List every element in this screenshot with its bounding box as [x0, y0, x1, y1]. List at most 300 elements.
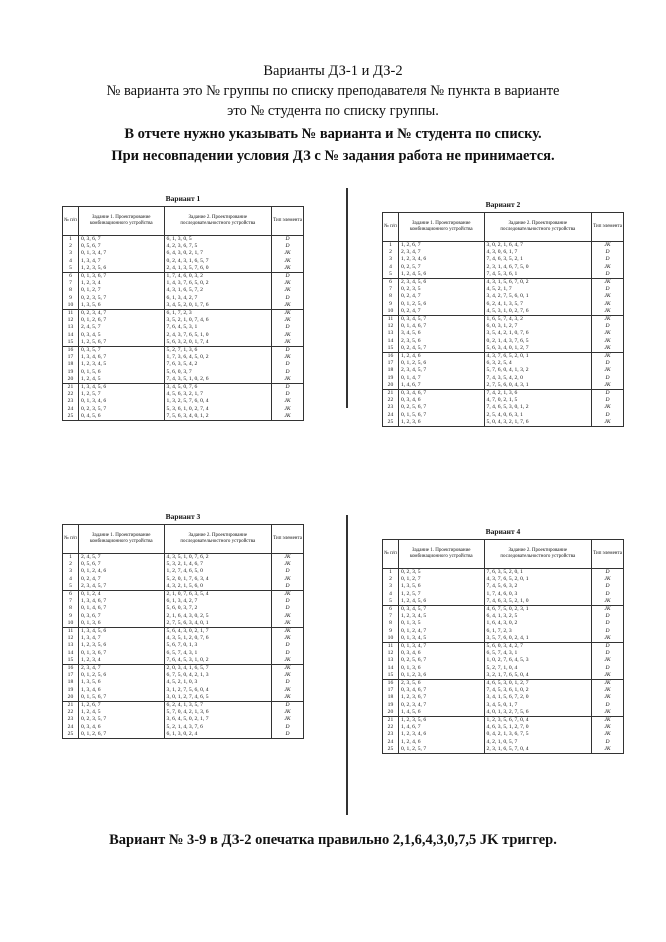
row-number: 20	[383, 382, 399, 390]
task2-cell: 5, 3, 2, 1, 4, 6, 7	[164, 561, 272, 568]
row-number: 7	[63, 280, 79, 287]
table-row	[383, 576, 624, 583]
errata-note: Вариант № 3-9 в ДЗ-2 опечатка правильно 2,1,6,4,3,0,7,5 JK триггер.	[109, 832, 557, 848]
element-type-cell: D	[272, 598, 304, 605]
task1-cell: 0, 1, 3, 4, 6	[78, 398, 164, 405]
table-row	[63, 613, 304, 620]
table-row	[383, 717, 624, 725]
element-type-cell: JK	[592, 731, 624, 738]
table-row	[63, 598, 304, 605]
task2-cell: 5, 6, 4, 3, 0, 2, 1, 7	[164, 628, 272, 636]
element-type-cell: D	[272, 650, 304, 657]
table-row	[63, 347, 304, 355]
row-number: 11	[63, 628, 79, 636]
row-number: 22	[383, 397, 399, 404]
task1-cell: 1, 2, 5, 7	[398, 591, 484, 598]
variant-title: Вариант 1	[165, 194, 201, 203]
task2-cell: 3, 4, 1, 5, 6, 7, 2, 0	[484, 694, 592, 701]
row-number: 5	[383, 598, 399, 606]
table-row	[383, 746, 624, 754]
task2-cell: 2, 4, 1, 3, 5, 7, 6, 0	[164, 265, 272, 273]
element-type-cell: JK	[272, 554, 304, 562]
variant-3-panel	[62, 510, 304, 739]
table-row	[383, 650, 624, 657]
table-row	[63, 628, 304, 636]
table-row	[383, 360, 624, 367]
element-type-cell: JK	[272, 258, 304, 265]
element-type-cell: JK	[272, 354, 304, 361]
column-header-num: № п/п	[383, 213, 399, 242]
table-row	[383, 672, 624, 680]
task1-cell: 0, 1, 2, 4	[78, 591, 164, 599]
task1-cell: 1, 3, 4, 7	[78, 258, 164, 265]
row-number: 15	[63, 339, 79, 347]
task1-cell: 1, 3, 4, 5, 6	[78, 384, 164, 392]
table-row	[383, 665, 624, 672]
task1-cell: 0, 2, 4, 7	[398, 293, 484, 300]
task2-cell: 4, 6, 7, 5, 0, 2, 3, 1	[484, 606, 592, 614]
task2-cell: 3, 4, 2, 7, 5, 6, 0, 1	[484, 293, 592, 300]
task2-cell: 0, 2, 1, 4, 3, 7, 6, 5	[484, 338, 592, 345]
task2-cell: 4, 0, 1, 3, 2, 7, 5, 6	[484, 709, 592, 717]
task1-cell: 1, 2, 5, 6, 7	[78, 339, 164, 347]
task2-cell: 4, 5, 2, 1, 0, 3	[164, 679, 272, 686]
row-number: 5	[63, 265, 79, 273]
table-row	[383, 419, 624, 427]
table-row	[63, 694, 304, 702]
task2-cell: 2, 7, 5, 6, 0, 4, 3, 1	[484, 382, 592, 390]
task1-cell: 1, 2, 3, 4, 6	[398, 256, 484, 263]
table-row	[383, 279, 624, 287]
element-type-cell: JK	[272, 310, 304, 318]
table-row	[63, 620, 304, 628]
element-type-cell: JK	[272, 287, 304, 294]
task2-cell: 5, 7, 0, 4, 2, 1, 3, 6	[164, 709, 272, 716]
task1-cell: 0, 2, 3, 5	[398, 286, 484, 293]
element-type-cell: D	[592, 271, 624, 279]
task1-cell: 0, 1, 5, 6	[78, 369, 164, 376]
task1-cell: 3, 4, 5, 6	[398, 330, 484, 337]
element-type-cell: D	[592, 665, 624, 672]
task2-cell: 7, 6, 4, 5, 3, 1, 0, 2	[164, 657, 272, 665]
row-number: 9	[63, 613, 79, 620]
table-row	[383, 591, 624, 598]
task2-cell: 6, 1, 3, 0, 5	[164, 236, 272, 244]
task1-cell: 1, 2, 4, 5	[78, 709, 164, 716]
element-type-cell: JK	[592, 382, 624, 390]
table-row	[63, 317, 304, 324]
element-type-cell: D	[272, 724, 304, 731]
row-number: 25	[383, 419, 399, 427]
element-type-cell: D	[592, 390, 624, 398]
table-row	[383, 694, 624, 701]
task2-cell: 5, 6, 7, 0, 1, 3	[164, 642, 272, 649]
row-number: 22	[383, 724, 399, 731]
task2-cell: 6, 0, 3, 1, 2, 7	[484, 323, 592, 330]
task2-cell: 1, 3, 2, 5, 7, 6, 0, 4	[164, 398, 272, 405]
element-type-cell: JK	[592, 724, 624, 731]
element-type-cell: D	[272, 605, 304, 612]
element-type-cell: D	[592, 375, 624, 382]
table-row	[383, 286, 624, 293]
scan-edge-line	[346, 188, 348, 408]
task1-cell: 0, 1, 2, 5, 6	[398, 360, 484, 367]
element-type-cell: D	[592, 360, 624, 367]
table-row	[63, 243, 304, 250]
task2-cell: 4, 3, 7, 6, 5, 2, 0, 1	[484, 576, 592, 583]
task2-cell: 3, 5, 4, 2, 1, 0, 7, 6	[484, 330, 592, 337]
task2-cell: 2, 1, 0, 7, 6, 3, 5, 4	[164, 591, 272, 599]
table-row	[383, 382, 624, 390]
table-row	[383, 687, 624, 694]
row-number: 5	[63, 583, 79, 591]
table-row	[383, 397, 624, 404]
task2-cell: 4, 3, 1, 6, 5, 7, 2	[164, 287, 272, 294]
table-row	[63, 642, 304, 649]
task1-cell: 0, 3, 4, 5	[78, 332, 164, 339]
task1-cell: 0, 5, 6, 7	[78, 243, 164, 250]
table-row	[383, 680, 624, 688]
element-type-cell: JK	[272, 280, 304, 287]
task1-cell: 0, 2, 3, 5, 7	[78, 295, 164, 302]
task1-cell: 0, 2, 3, 5, 7	[78, 716, 164, 723]
task2-cell: 3, 5, 2, 1, 0, 7, 4, 6	[164, 317, 272, 324]
element-type-cell: D	[592, 412, 624, 419]
element-type-cell: D	[592, 628, 624, 635]
column-header-task2: Задание 2. Проектирование последовательностного устройства	[164, 525, 272, 554]
row-number: 24	[383, 739, 399, 746]
task2-cell: 3, 1, 2, 7, 5, 6, 0, 4	[164, 687, 272, 694]
task2-cell: 6, 1, 7, 2, 3	[164, 310, 272, 318]
task2-cell: 6, 7, 5, 0, 4, 2, 1, 3	[164, 672, 272, 679]
column-header-num: № п/п	[383, 540, 399, 569]
table-row	[383, 271, 624, 279]
element-type-cell: JK	[592, 419, 624, 427]
task2-cell: 7, 6, 3, 5, 2, 0, 1	[484, 569, 592, 577]
task2-cell: 5, 2, 7, 1, 3, 6	[164, 347, 272, 355]
task2-cell: 6, 1, 3, 4, 2, 7	[164, 598, 272, 605]
element-type-cell: JK	[272, 665, 304, 673]
task1-cell: 0, 3, 4, 5, 7	[398, 606, 484, 614]
task2-cell: 2, 5, 4, 0, 6, 3, 1	[484, 412, 592, 419]
table-row	[63, 324, 304, 331]
table-row	[383, 256, 624, 263]
row-number: 3	[383, 256, 399, 263]
table-row	[383, 635, 624, 643]
task1-cell: 0, 3, 4, 6	[398, 397, 484, 404]
task1-cell: 0, 1, 3, 4, 5	[398, 635, 484, 643]
row-number: 4	[63, 258, 79, 265]
row-number: 13	[63, 642, 79, 649]
row-number: 22	[63, 391, 79, 398]
column-header-task2: Задание 2. Проектирование последовательностного устройства	[484, 213, 592, 242]
task2-cell: 4, 3, 7, 6, 5, 2, 0, 1	[484, 353, 592, 361]
task1-cell: 1, 2, 4, 6	[398, 353, 484, 361]
row-number: 23	[383, 731, 399, 738]
element-type-cell: D	[272, 347, 304, 355]
row-number: 6	[63, 591, 79, 599]
task2-cell: 5, 6, 0, 3, 4, 2, 7	[484, 643, 592, 651]
variant-title: Вариант 2	[485, 200, 521, 209]
task1-cell: 0, 1, 2, 6, 7	[78, 317, 164, 324]
element-type-cell: JK	[592, 746, 624, 754]
task1-cell: 0, 2, 3, 4, 7	[398, 702, 484, 709]
task1-cell: 1, 4, 6, 7	[398, 382, 484, 390]
task2-cell: 7, 6, 4, 5, 3, 1	[164, 324, 272, 331]
row-number: 25	[63, 413, 79, 421]
table-row	[383, 569, 624, 577]
row-number: 17	[383, 360, 399, 367]
row-number: 21	[383, 717, 399, 725]
task1-cell: 1, 2, 5, 7	[78, 391, 164, 398]
task2-cell: 4, 6, 3, 5, 1, 2, 7, 0	[484, 724, 592, 731]
task2-cell: 6, 5, 7, 4, 3, 1	[164, 650, 272, 657]
row-number: 21	[383, 390, 399, 398]
table-row	[383, 702, 624, 709]
table-row	[383, 375, 624, 382]
element-type-cell: JK	[272, 317, 304, 324]
task1-cell: 1, 2, 3, 4, 6	[398, 731, 484, 738]
element-type-cell: JK	[272, 339, 304, 347]
task2-cell: 1, 2, 7, 4, 6, 5, 0	[164, 568, 272, 575]
task2-cell: 7, 4, 6, 5, 3, 0, 1, 2	[484, 404, 592, 411]
task2-cell: 2, 0, 3, 4, 1, 6, 5, 7	[164, 665, 272, 673]
task1-cell: 0, 1, 3, 6, 7	[78, 650, 164, 657]
task1-cell: 0, 3, 4, 6, 7	[398, 687, 484, 694]
task1-cell: 1, 2, 4, 6	[398, 739, 484, 746]
table-row	[383, 731, 624, 738]
header-line-4: В отчете нужно указывать № варианта и № студента по списку.	[124, 126, 542, 142]
table-row	[383, 620, 624, 627]
task2-cell: 5, 6, 0, 3, 7, 2	[164, 605, 272, 612]
table-row	[383, 264, 624, 271]
element-type-cell: JK	[592, 694, 624, 701]
task1-cell: 0, 2, 3, 5	[398, 569, 484, 577]
task1-cell: 0, 1, 2, 6, 7	[78, 731, 164, 739]
task1-cell: 2, 3, 5, 6	[398, 680, 484, 688]
row-number: 8	[383, 620, 399, 627]
task1-cell: 1, 3, 5, 6	[78, 679, 164, 686]
element-type-cell: D	[592, 569, 624, 577]
task2-cell: 1, 6, 4, 3, 0, 2	[484, 620, 592, 627]
task2-cell: 4, 3, 1, 5, 6, 7, 0, 2	[484, 279, 592, 287]
row-number: 2	[383, 249, 399, 256]
row-number: 1	[383, 242, 399, 250]
task1-cell: 0, 1, 3, 6	[78, 620, 164, 628]
element-type-cell: JK	[592, 308, 624, 316]
element-type-cell: JK	[592, 404, 624, 411]
row-number: 4	[63, 576, 79, 583]
element-type-cell: JK	[272, 302, 304, 310]
task2-cell: 3, 4, 5, 2, 0, 1, 7, 6	[164, 302, 272, 310]
element-type-cell: D	[592, 650, 624, 657]
task1-cell: 0, 1, 2, 5, 6	[398, 301, 484, 308]
row-number: 25	[383, 746, 399, 754]
task1-cell: 1, 3, 4, 7	[78, 635, 164, 642]
element-type-cell: JK	[272, 613, 304, 620]
task2-cell: 3, 2, 1, 7, 6, 5, 0, 4	[484, 672, 592, 680]
task1-cell: 2, 3, 4, 7	[398, 249, 484, 256]
element-type-cell: JK	[592, 330, 624, 337]
task1-cell: 1, 2, 6, 7	[78, 702, 164, 710]
row-number: 14	[383, 338, 399, 345]
task2-cell: 5, 6, 0, 3, 7	[164, 369, 272, 376]
row-number: 3	[383, 583, 399, 590]
row-number: 16	[383, 680, 399, 688]
table-row	[383, 628, 624, 635]
task2-cell: 4, 6, 5, 3, 0, 1, 2, 7	[484, 680, 592, 688]
task1-cell: 0, 3, 5, 7	[78, 347, 164, 355]
task2-cell: 6, 1, 7, 2, 3	[484, 628, 592, 635]
task2-cell: 7, 5, 6, 3, 4, 0, 1, 2	[164, 413, 272, 421]
row-number: 5	[383, 271, 399, 279]
task2-cell: 4, 5, 6, 3, 2, 1, 7	[164, 391, 272, 398]
table-row	[63, 406, 304, 413]
table-row	[63, 339, 304, 347]
element-type-cell: D	[272, 583, 304, 591]
row-number: 21	[63, 384, 79, 392]
variant-title: Вариант 4	[485, 527, 521, 536]
row-number: 11	[63, 310, 79, 318]
element-type-cell: D	[272, 361, 304, 368]
row-number: 19	[63, 369, 79, 376]
task1-cell: 0, 5, 6, 7	[78, 561, 164, 568]
column-header-type: Тип элемента	[272, 207, 304, 236]
task1-cell: 0, 4, 5, 6	[78, 413, 164, 421]
task1-cell: 0, 1, 5, 6, 7	[78, 694, 164, 702]
task1-cell: 2, 3, 5, 6	[398, 338, 484, 345]
element-type-cell: D	[272, 295, 304, 302]
task1-cell: 1, 3, 4, 6, 7	[78, 598, 164, 605]
task1-cell: 1, 2, 3, 6, 7	[398, 694, 484, 701]
row-number: 7	[383, 613, 399, 620]
element-type-cell: JK	[272, 687, 304, 694]
element-type-cell: JK	[272, 620, 304, 628]
task2-cell: 7, 4, 3, 5, 4, 2, 0	[484, 375, 592, 382]
task1-cell: 0, 1, 2, 4, 7	[398, 628, 484, 635]
task2-cell: 5, 6, 3, 2, 0, 1, 7, 4	[164, 339, 272, 347]
row-number: 12	[383, 323, 399, 330]
table-row	[63, 716, 304, 723]
task2-cell: 2, 3, 1, 6, 5, 7, 0, 4	[484, 746, 592, 754]
task1-cell: 0, 1, 3, 5	[398, 620, 484, 627]
task2-cell: 5, 3, 6, 1, 0, 2, 7, 4	[164, 406, 272, 413]
variant-4-panel	[382, 525, 624, 754]
table-row	[63, 332, 304, 339]
row-number: 12	[63, 317, 79, 324]
table-row	[383, 583, 624, 590]
row-number: 14	[63, 650, 79, 657]
table-row	[383, 242, 624, 250]
task1-cell: 0, 1, 4, 7	[398, 375, 484, 382]
row-number: 13	[383, 657, 399, 664]
table-row	[63, 568, 304, 575]
task2-cell: 6, 3, 2, 5, 4	[484, 360, 592, 367]
task1-cell: 0, 1, 3, 6, 7	[78, 273, 164, 281]
task1-cell: 0, 1, 2, 3, 6	[398, 672, 484, 680]
element-type-cell: D	[592, 620, 624, 627]
row-number: 16	[63, 347, 79, 355]
task1-cell: 0, 2, 5, 6, 7	[398, 404, 484, 411]
row-number: 3	[63, 568, 79, 575]
task2-cell: 7, 6, 3, 5, 4, 2	[164, 361, 272, 368]
task2-cell: 4, 3, 5, 1, 2, 0, 7, 6	[164, 635, 272, 642]
task1-cell: 0, 1, 2, 7	[78, 287, 164, 294]
table-row	[383, 330, 624, 337]
row-number: 16	[63, 665, 79, 673]
task1-cell: 0, 1, 4, 6, 7	[78, 605, 164, 612]
table-row	[63, 413, 304, 421]
row-number: 19	[63, 687, 79, 694]
task2-cell: 4, 2, 1, 0, 5, 7	[484, 739, 592, 746]
task1-cell: 0, 1, 4, 6, 7	[398, 323, 484, 330]
task1-cell: 0, 3, 4, 6, 7	[398, 390, 484, 398]
task1-cell: 1, 2, 6, 7	[398, 242, 484, 250]
task1-cell: 1, 2, 3, 4, 5	[78, 361, 164, 368]
column-header-task1: Задание 1. Проектирование комбинационного устройства	[78, 207, 164, 236]
table-row	[383, 353, 624, 361]
task2-cell: 0, 4, 2, 1, 3, 6, 7, 5	[484, 731, 592, 738]
task1-cell: 0, 3, 6, 7	[78, 236, 164, 244]
element-type-cell: D	[592, 256, 624, 263]
element-type-cell: D	[272, 324, 304, 331]
element-type-cell: JK	[272, 576, 304, 583]
task2-cell: 2, 4, 3, 7, 6, 5, 1, 0	[164, 332, 272, 339]
task2-cell: 7, 4, 2, 1, 3, 6	[484, 390, 592, 398]
task1-cell: 0, 2, 5, 7	[398, 264, 484, 271]
task2-cell: 2, 3, 1, 4, 6, 7, 5, 0	[484, 264, 592, 271]
task1-cell: 0, 3, 6, 7	[78, 613, 164, 620]
element-type-cell: JK	[592, 367, 624, 374]
element-type-cell: D	[592, 249, 624, 256]
task2-cell: 1, 7, 4, 6, 0, 3, 2	[164, 273, 272, 281]
row-number: 22	[63, 709, 79, 716]
element-type-cell: D	[592, 323, 624, 330]
table-row	[63, 679, 304, 686]
task2-cell: 6, 1, 3, 4, 2, 7	[164, 295, 272, 302]
task2-cell: 6, 4, 1, 3, 2, 5	[484, 613, 592, 620]
element-type-cell: D	[272, 679, 304, 686]
task2-cell: 7, 4, 3, 5, 1, 0, 2, 6	[164, 376, 272, 384]
task1-cell: 1, 3, 4, 5, 6	[78, 628, 164, 636]
task2-cell: 6, 5, 7, 4, 3, 1	[484, 650, 592, 657]
row-number: 4	[383, 264, 399, 271]
task2-cell: 1, 7, 4, 6, 0, 3	[484, 591, 592, 598]
task1-cell: 2, 3, 4, 7	[78, 665, 164, 673]
variant-table	[62, 206, 304, 421]
table-row	[63, 605, 304, 612]
row-number: 11	[383, 316, 399, 324]
table-row	[383, 643, 624, 651]
task1-cell: 0, 2, 4, 7	[78, 576, 164, 583]
row-number: 14	[383, 665, 399, 672]
task2-cell: 4, 3, 2, 1, 5, 6, 0	[164, 583, 272, 591]
row-number: 9	[63, 295, 79, 302]
element-type-cell: JK	[592, 687, 624, 694]
task2-cell: 5, 6, 3, 4, 0, 1, 2, 7	[484, 345, 592, 353]
element-type-cell: JK	[592, 635, 624, 643]
row-number: 8	[63, 605, 79, 612]
table-row	[383, 293, 624, 300]
header-line-5: При несовпадении условия ДЗ с № задания работа не принимается.	[111, 148, 555, 164]
table-row	[383, 301, 624, 308]
table-row	[63, 561, 304, 568]
variant-title: Вариант 3	[165, 512, 201, 521]
row-number: 2	[63, 561, 79, 568]
element-type-cell: JK	[272, 413, 304, 421]
row-number: 6	[383, 606, 399, 614]
row-number: 18	[383, 694, 399, 701]
